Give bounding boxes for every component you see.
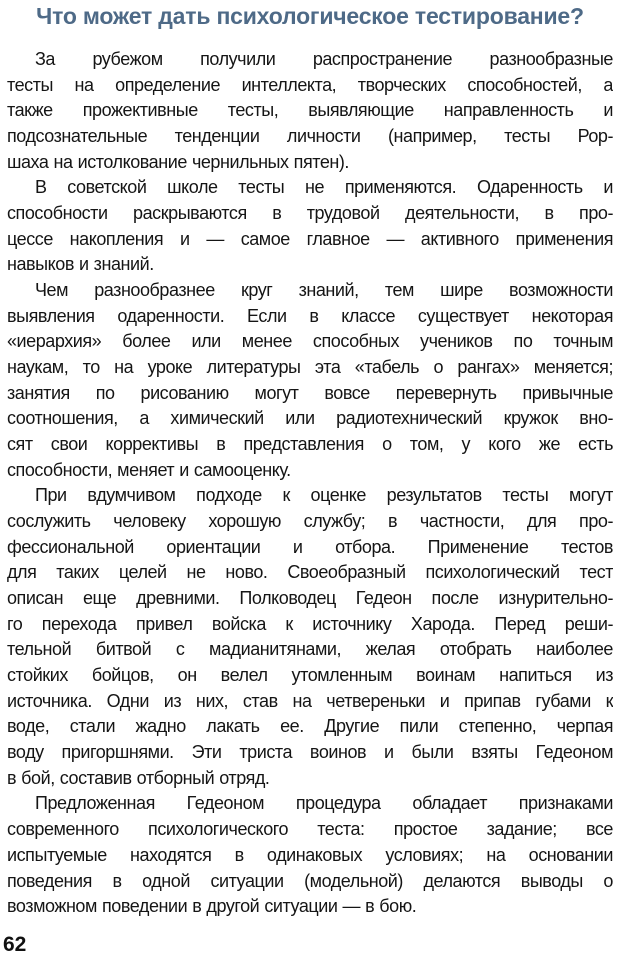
text-line: В советской школе тесты не применяются. Одаренность и <box>35 177 613 198</box>
text-line: Чем разнообразнее круг знаний, тем шире возможности <box>35 280 613 301</box>
text-line: сослужить человеку хорошую службу; в частности, для про- <box>7 511 613 532</box>
text-line: Предложенная Гедеоном процедура обладает признаками <box>35 793 613 814</box>
text-line: способности, меняет и самооценку. <box>7 459 291 480</box>
text-line: тесты на определение интеллекта, творческих способностей, а <box>7 74 613 95</box>
text-line: соотношения, а химический или радиотехнический кружок вно- <box>7 408 613 429</box>
text-line: возможном поведении в другой ситуации — в бою. <box>7 896 417 917</box>
paragraph <box>7 483 613 791</box>
text-line: При вдумчивом подходе к оценке результатов тесты могут <box>35 485 613 506</box>
text-line: современного психологического теста: простое задание; все <box>7 819 613 840</box>
text-line: для таких целей не ново. Своеобразный психологический тест <box>7 562 613 583</box>
text-line: занятия по рисованию могут вовсе перевернуть привычные <box>7 382 613 403</box>
text-line: выявления одаренности. Если в классе существует некоторая <box>7 305 613 326</box>
text-line: способности раскрываются в трудовой деятельности, в про- <box>7 203 613 224</box>
text-line: «иерархия» более или менее способных учеников по точным <box>7 331 613 352</box>
text-line: За рубежом получили распространение разнообразные <box>35 49 613 69</box>
text-line: стойких бойцов, он велел утомленным воинам напиться из <box>7 665 613 686</box>
paragraph <box>7 278 613 483</box>
text-line: воде, стали жадно лакать ее. Другие пили степенно, черпая <box>7 716 613 737</box>
text-line: наукам, то на уроке литературы эта «табель о рангах» меняется; <box>7 357 613 378</box>
text-line: испытуемые находятся в одинаковых условиях; на основании <box>7 844 613 865</box>
text-line: цессе накопления и — самое главное — активного применения <box>7 228 613 249</box>
text-line: в бой, составив отборный отряд. <box>7 767 270 788</box>
text-line: сят свои коррективы в представления о том, у кого же есть <box>7 434 613 455</box>
text-line: воду пригоршнями. Эти триста воинов и были взяты Гедеоном <box>7 742 613 763</box>
paragraph <box>7 47 613 175</box>
paragraph <box>7 791 613 919</box>
text-line: подсознательные тенденции личности (например, тесты Рор- <box>7 126 613 147</box>
text-line: источника. Одни из них, став на четвереньки и припав губами к <box>7 690 613 711</box>
page-number: 62 <box>3 933 27 956</box>
text-line: фессиональной ориентации и отбора. Применение тестов <box>7 536 613 557</box>
text-line: навыков и знаний. <box>7 254 154 275</box>
text-line: поведения в одной ситуации (модельной) делаются выводы о <box>7 870 613 891</box>
text-line: тельной битвой с мадианитянами, желая отобрать наиболее <box>7 639 613 660</box>
text-line: описан еще древними. Полководец Гедеон после изнурительно- <box>7 588 613 609</box>
page-title: Что может дать психологическое тестирование? <box>36 3 584 29</box>
text-line: го перехода привел войска к источнику Харода. Перед реши- <box>7 613 613 634</box>
text-line: шаха на истолкование чернильных пятен). <box>7 151 349 172</box>
text-body <box>7 47 613 920</box>
text-line: также прожективные тесты, выявляющие направленность и <box>7 100 613 121</box>
paragraph <box>7 175 613 278</box>
